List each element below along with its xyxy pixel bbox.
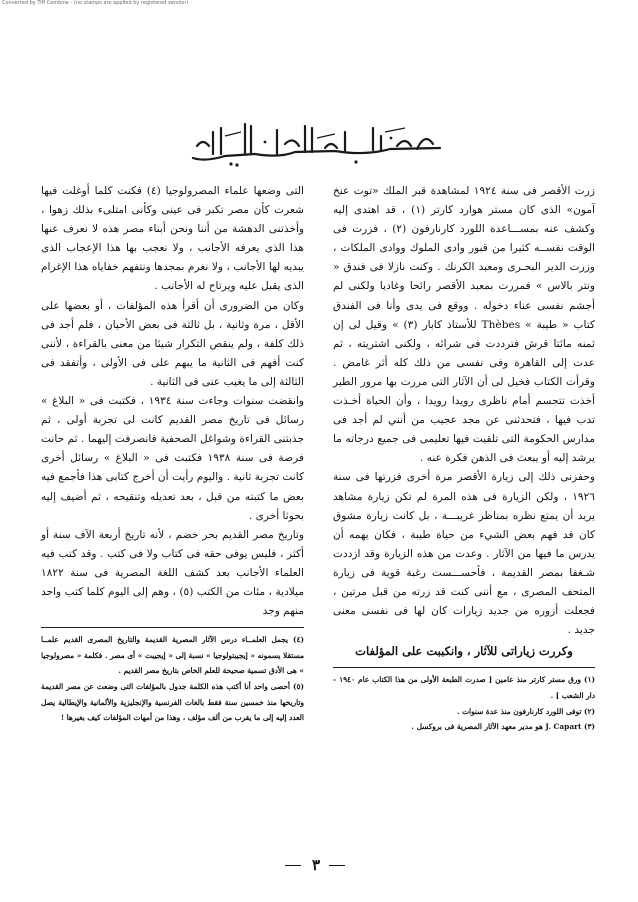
page-number-dash-left bbox=[285, 865, 301, 866]
basmala-calligraphy bbox=[185, 118, 447, 172]
body-paragraph: وانقضت سنوات وجاءت سنة ١٩٣٤ ، فكتبت فى « البلاغ » رسائل فى تاريخ مصر القديم كانت لى تجربة أولى ، ثم جذبتنى القراءة وشواغل الصحفية فانصرفت إليهما . ثم حانت فرصة فى سنة ١٩٣٨ فكتبت فى « البلاغ » رسائل أخرى كانت تجربة ثانية . واليوم رأيت أن أخرج كتابى هذا فأجمع فيه بعض ما كتبته من قبل ، بعد تعديله وتنقيحه ، ثم أضيف إليه بحوثا أخرى . bbox=[41, 395, 304, 522]
footnote: (٢) توفى اللورد كارنارفون منذ عدة سنوات . bbox=[456, 706, 595, 716]
section-heading: وكررت زياراتى للآثار ، وانكببت على المؤلفات bbox=[355, 644, 573, 659]
footnote: (٥) أحصى واحد أنا أكتب هذه الكلمة جدول بالمؤلفات التى وضعت عن مصر القديمة وتاريخها منذ خمسين سنة فقط بالغات الفرنسية والإنجليزية والألمانية والإيطالية يصل العدد إليه إلى ما يقرب من ألف مؤلف ، وهذا من أمهات المؤلفات كيف بغيرها ! bbox=[41, 681, 304, 723]
footnote: (٤) يجمل العلمــاء درس الآثار المصرية القديمة والتاريخ المصرى القديم علمــا مستقلا يسمونه « إيجيبتولوجيا » نسبة إلى « إيجيبت » أى مصر . فكلمة « مصرولوجيا » هى الأدق تسمية صحيحة للعلم الخاص بتاريخ مصر القديم . bbox=[41, 635, 304, 676]
footnotes-left bbox=[41, 632, 304, 726]
footnote: (١) ورق مستر كارتر منذ عامين [ صدرت الطبعة الأولى من هذا الكتاب عام ١٩٤٠ - دار الشعب ] . bbox=[333, 675, 595, 700]
page-number-dash-right bbox=[329, 865, 345, 866]
footnote: (٣) J. Capart هو مدير معهد الآثار المصرية فى بروكسل . bbox=[411, 722, 595, 732]
body-paragraph: وتاريخ مصر القديم بحر خضم ، لأنه تاريخ أربعة الآف سنة أو أكثر ، فليس يوفى حقه فى كتاب ولا فى كتب . وقد كتب فيه العلماء الأجانب بعد كشف اللغة المصرية فى سنة ١٨٢٢ ميلادية ، مئات من الكتب (٥) ، وهم إلى اليوم كلما كتب واحد منهم وجد bbox=[41, 528, 304, 618]
right-column bbox=[333, 182, 595, 735]
footnote-rule bbox=[333, 667, 595, 668]
footnote-rule bbox=[41, 627, 304, 628]
page-number-value: ٣ bbox=[311, 856, 321, 874]
footnotes-right bbox=[333, 672, 595, 734]
watermark-text: Converted by Tiff Combine - (no stamps are applied by registered version) bbox=[2, 0, 189, 6]
body-paragraph: وحفزنى ذلك إلى زيارة الأقصر مرة أخرى فزرتها فى سنة ١٩٢٦ ، ولكن الزيارة فى هذه المرة لم تكن زيارة مشاهد يريد أن يمتع نظره بمناظر غريبـــة ، بل كانت زيارة مشوق كان قد فهم بعض الشيء من حياة طيبة ، فكان يهمه أن يدرس ما فيها من الآثار . وعدت من هذه الزيارة وقد ازددت شـغفا بمصر القديمة ، فأحســـست رغبة قوية فى زيارة المتحف المصرى ، مع أننى كنت قد زرته من قبل مرتين ، فجعلت أزوره من جديد زيارات كان لها فى نفسى معنى جديد . bbox=[333, 471, 595, 637]
page-number bbox=[283, 855, 349, 875]
body-paragraph: زرت الأقصر فى سنة ١٩٢٤ لمشاهدة قبر الملك «توت عنخ آمون» الذى كان مستر هوارد كارتر (١) ، قد اهتدى إليه وكشف عنه بمســـاعدة اللورد كارنارفون (٢) ، فزرت فى الوقت نفســه كثيرا من قبور وادى الملوك ووادى الملكات ، وزرت الدير البحـرى ومعبد الكرنك . وكنت نازلا فى فندق « ونتر بالاس » فمررت بمعبد الأقصر رائحا وغاديا ولكنى لم أجشم نفسى عناء دخوله . ووقع فى يدى وأنا فى الفندق كتاب « طيبة » Thèbes للأستاذ كابار (٣) » وقيل لى إن ثمنه مائتا قرش فترددت فى شرائه ، ولكنى اشتريته ، ثم عدت إلى القاهرة وفى نفسى من ذلك كله أثر غامض . وقرأت الكتاب فخيل لى أن الآثار التى مررت بها مرور الطير أخذت تتجسم أمام ناظرى رويدا رويدا ، وأن الحياة أخـذت تدب فيها ، فتحدثنى عن مجد عجيب من أنني لم أجد فى مدارس الحكومة التى تلقيت فيها تعليمى فى جميع درجاته ما يرشد إليه أو يبعث فى الذهن فكرة عنه . bbox=[333, 185, 596, 465]
left-column bbox=[41, 182, 304, 726]
body-paragraph: التى وضعها علماء المصرولوجيا (٤) فكنت كلما أوغلت فيها شعرت كأن مصر تكبر فى عينى وكأنى امتلىء بذلك زهوا ، وأخذتنى الدهشة من أننا ونحن أبناء مصر هذه لا نعرف عنها هذا الذى يعرفه الأجانب ، ولا نعجب بها هذا الإعجاب الذى يبديه لها الأجانب ، ولا نغرم بمجدها ونتفهم خفاياه هذا الإغرام الذى يقبل عليه ويرتاح له الأجانب . bbox=[41, 185, 304, 293]
body-paragraph: وكان من الضرورى أن أقرأ هذه المؤلفات ، أو بعضها على الأقل ، مرة وثانية ، بل ثالثة فى بعض الأحيان ، فلم أجد فى ذلك كلفة ، ولم ينقص التكرار شيئا من معنى بالقراءة ، لأننى كنت أفهم فى الثانية ما يبهم على فى الأولى ، وأتفقد فى الثالثة إلى ما يغيب عنى فى الثانية . bbox=[41, 299, 304, 388]
